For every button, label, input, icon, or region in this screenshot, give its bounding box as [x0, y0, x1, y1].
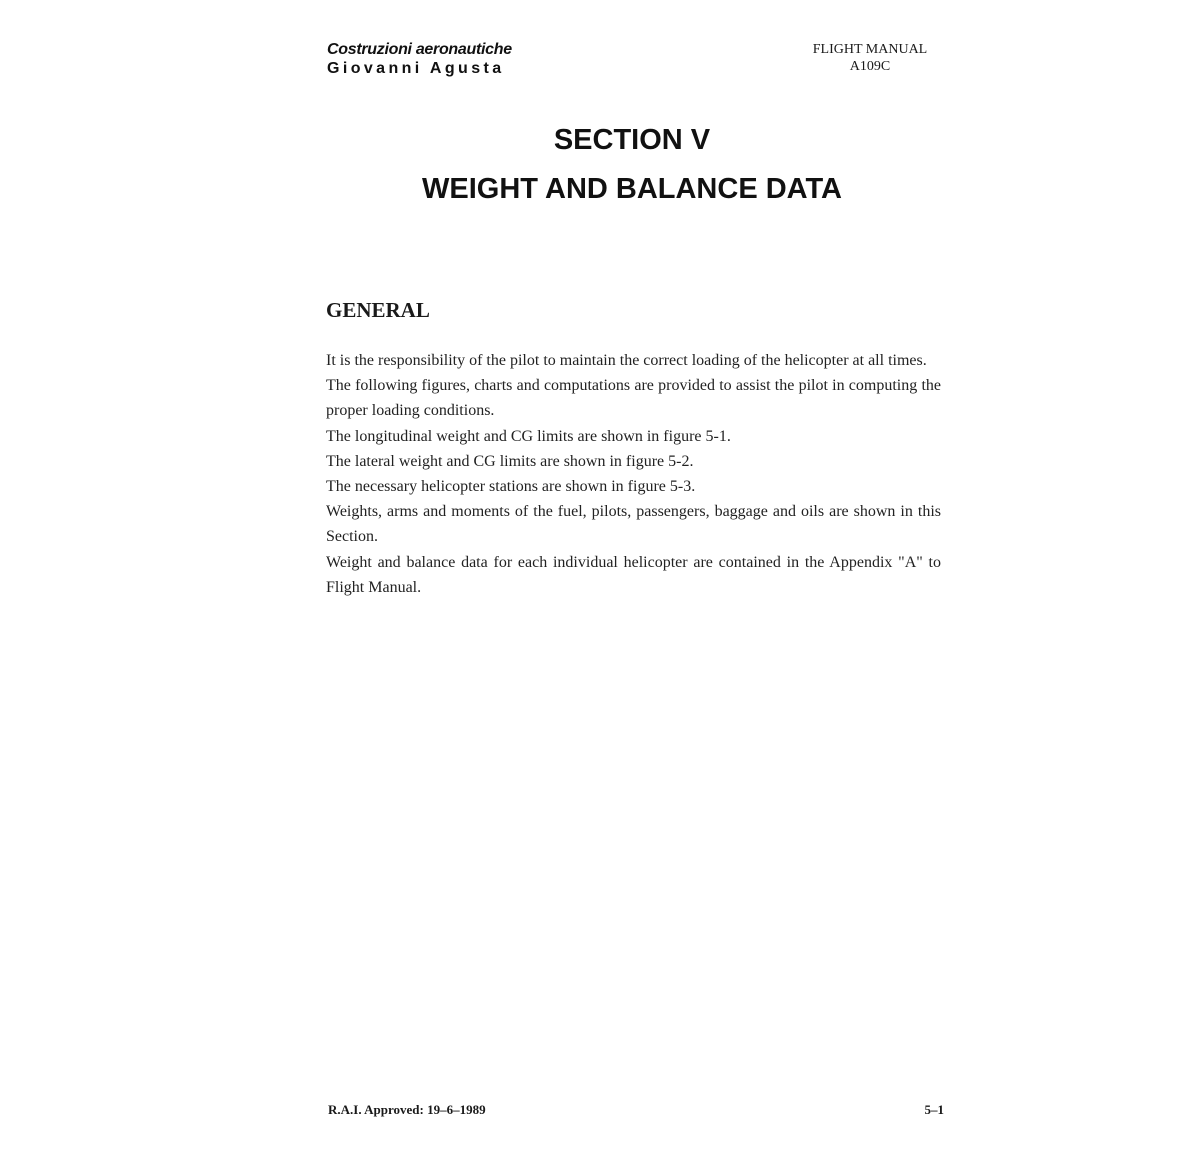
paragraph: The lateral weight and CG limits are shown in figure 5-2. [326, 452, 694, 470]
manual-title: FLIGHT MANUAL [812, 42, 928, 57]
company-name-line1: Costruzioni aeronautiche [327, 41, 512, 58]
section-title: WEIGHT AND BALANCE DATA [422, 173, 842, 205]
general-body [326, 348, 941, 600]
paragraph: It is the responsibility of the pilot to maintain the correct loading of the helicopter at all times. [326, 352, 927, 369]
manual-model: A109C [849, 59, 891, 74]
paragraph: The following figures, charts and computations are provided to assist the pilot in computing the proper loading conditions. [326, 377, 941, 420]
company-logo [327, 40, 512, 78]
footer-approval: R.A.I. Approved: 19–6–1989 [328, 1102, 486, 1117]
general-heading: GENERAL [326, 298, 430, 322]
manual-identifier [790, 41, 950, 75]
paragraph: The necessary helicopter stations are shown in figure 5-3. [326, 478, 696, 496]
section-number: SECTION V [553, 124, 711, 156]
paragraph: The longitudinal weight and CG limits are shown in figure 5-1. [326, 427, 731, 445]
paragraph: Weight and balance data for each individual helicopter are contained in the Appendix "A" to Flight Manual. [326, 553, 941, 596]
paragraph: Weights, arms and moments of the fuel, pilots, passengers, baggage and oils are shown in this Section. [326, 503, 941, 546]
page-number: 5–1 [924, 1102, 944, 1117]
company-name-line2: Giovanni Agusta [327, 60, 505, 77]
